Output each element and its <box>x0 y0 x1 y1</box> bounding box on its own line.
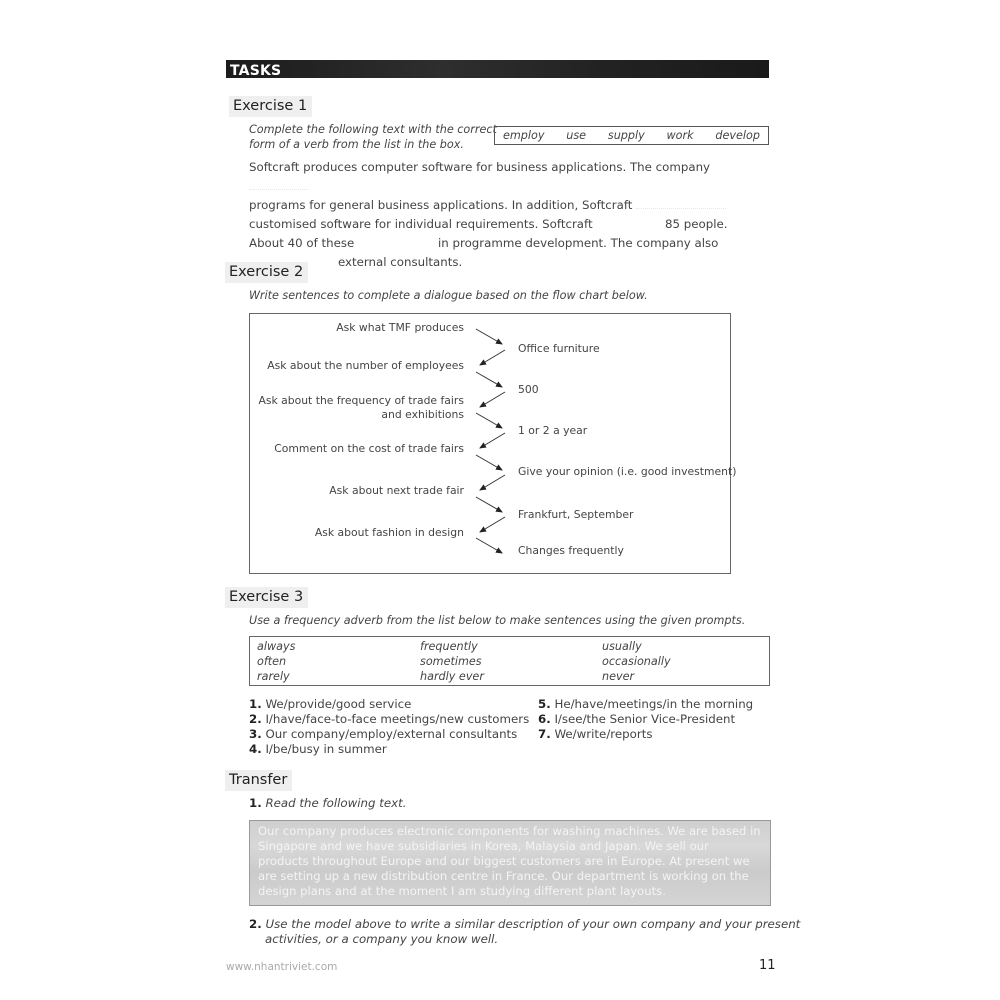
text-line: Softcraft produces computer software for business applications. The company <box>249 160 711 174</box>
flow-response: Frankfurt, September <box>518 508 634 521</box>
verb-word: work <box>666 129 694 142</box>
verb-word: develop <box>715 129 760 142</box>
adverb-column <box>420 639 484 684</box>
prompt-item: 5. He/have/meetings/in the morning <box>538 697 754 711</box>
adverb: sometimes <box>420 655 482 668</box>
prompt-list-left <box>249 697 529 757</box>
flow-prompt: Ask about fashion in design <box>314 526 464 539</box>
text-line: programs for general business applications. In addition, Softcraft <box>249 198 633 212</box>
exercise3-heading: Exercise 3 <box>225 587 308 608</box>
flow-response: Changes frequently <box>518 544 624 557</box>
text-line: About 40 of these <box>249 236 355 250</box>
exercise3-instruction: Use a frequency adverb from the list below to make sentences using the given prompts. <box>249 614 746 627</box>
verb-word: use <box>566 129 587 142</box>
flow-response: Office furniture <box>518 342 600 355</box>
flow-response: 1 or 2 a year <box>518 424 588 437</box>
flow-prompt: and exhibitions <box>381 408 464 421</box>
page-number: 11 <box>759 958 776 973</box>
flow-prompt: Comment on the cost of trade fairs <box>274 442 464 455</box>
exercise2-instruction: Write sentences to complete a dialogue based on the flow chart below. <box>249 289 648 302</box>
adverb-box <box>249 636 770 686</box>
instruction-line: form of a verb from the list in the box. <box>249 138 464 151</box>
transfer-step-1: 1. Read the following text. <box>249 796 407 810</box>
footer-url: www.nhantriviet.com <box>226 961 338 973</box>
adverb-column <box>602 639 671 684</box>
flow-prompt: Ask about the number of employees <box>267 359 464 372</box>
flow-prompt: Ask what TMF produces <box>336 321 464 334</box>
text-line: 85 people. <box>665 217 728 231</box>
text-line: customised software for individual requirements. Softcraft <box>249 217 593 231</box>
exercise2-heading: Exercise 2 <box>225 262 308 283</box>
flow-response: Give your opinion (i.e. good investment) <box>518 465 737 478</box>
adverb: usually <box>602 640 642 653</box>
flow-prompt: Ask about the frequency of trade fairs <box>258 394 464 407</box>
adverb: never <box>602 670 635 683</box>
adverb: always <box>257 640 296 653</box>
text-line: external consultants. <box>338 255 463 269</box>
reading-passage: Our company produces electronic components for washing machines. We are based in Singapore and we have subsidiaries in Korea, Malaysia and Japan. We sell our products throughout Europe and our biggest customers are in Europe. At present we are setting up a new distribution centre in France. Our department is working on the design plans and at the moment I am studying different plant layouts. <box>249 820 771 906</box>
flow-prompt: Ask about next trade fair <box>329 484 464 497</box>
adverb: often <box>257 655 287 668</box>
section-title: TASKS <box>230 63 282 79</box>
adverb-column <box>257 639 295 684</box>
transfer-heading: Transfer <box>225 770 292 791</box>
flow-response: 500 <box>518 383 539 396</box>
prompt-item: 3. Our company/employ/external consultants <box>249 727 518 741</box>
prompt-item: 6. I/see/the Senior Vice-President <box>538 712 736 726</box>
transfer-step-2: 2. Use the model above to write a similar description of your own company and your present activities, or a company you know well. <box>249 917 801 946</box>
exercise1-heading: Exercise 1 <box>229 96 312 117</box>
text-line: in programme development. The company also <box>438 236 719 250</box>
adverb: frequently <box>420 640 478 653</box>
adverb: occasionally <box>602 655 671 668</box>
prompt-item: 2. I/have/face-to-face meetings/new customers <box>249 712 530 726</box>
prompt-item: 1. We/provide/good service <box>249 697 412 711</box>
prompt-list-right <box>538 697 753 742</box>
adverb: rarely <box>257 670 290 683</box>
adverb: hardly ever <box>420 670 484 683</box>
prompt-item: 4. I/be/busy in summer <box>249 742 387 756</box>
prompt-item: 7. We/write/reports <box>538 727 653 741</box>
instruction-line: Complete the following text with the correct <box>249 123 497 136</box>
verb-word: employ <box>503 129 545 142</box>
verb-word: supply <box>607 129 645 142</box>
